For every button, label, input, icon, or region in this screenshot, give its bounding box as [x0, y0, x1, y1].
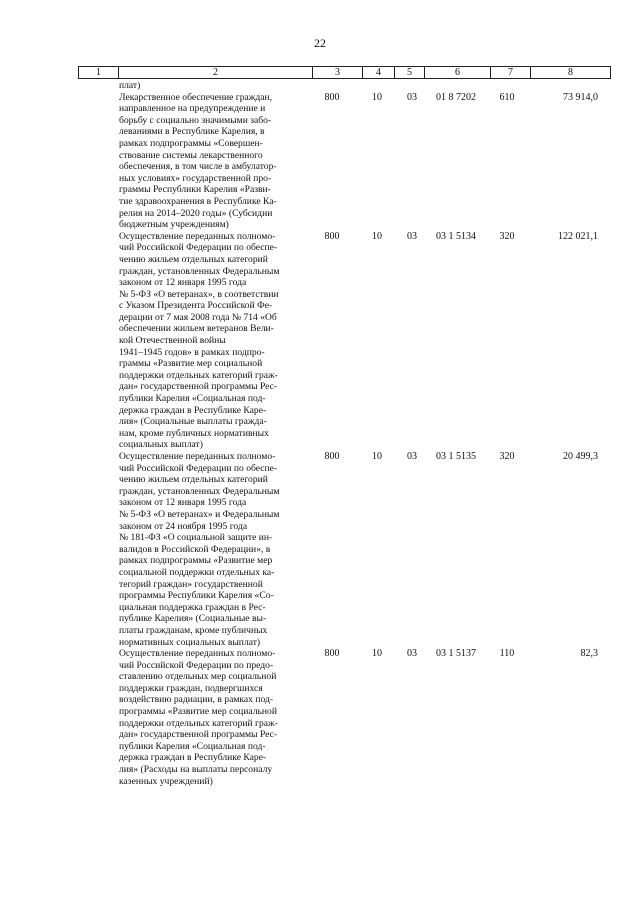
column-number: 1: [79, 67, 119, 79]
amount: 122 021,1: [558, 230, 598, 242]
page-number: 22: [314, 36, 326, 50]
target-article-code: 03 1 5135: [436, 451, 476, 462]
column-number: 6: [425, 67, 491, 79]
table-row: [0, 451, 640, 648]
row-description: плат) Лекарственное обеспечение граждан, направленное на предупреждение и борьбу с социально значимыми забо- леваниями в Республике Карелия, в рамках подпрограммы «Совершен- ствование системы лекарственного обеспечения, в том числе в амбулатор- ных условиях» государственной про- граммы Республики Карелия «Разви- тие здравоохранения в Республике Ка- релия на 2014–2020 годы» (Субсидии бюджетным учреждениям): [119, 80, 277, 231]
subsection-code: 03: [407, 451, 417, 462]
amount: 73 914,0: [563, 91, 598, 103]
target-article-code: 03 1 5137: [436, 648, 476, 660]
section-code: 10: [372, 451, 382, 462]
subsection-code: 03: [407, 91, 417, 103]
subsection-code: 03: [407, 230, 417, 242]
column-number-header: [78, 66, 611, 79]
amount: 82,3: [580, 648, 598, 660]
ministry-code: 800: [324, 648, 340, 660]
column-number: 2: [119, 67, 313, 79]
table-row: [0, 231, 640, 451]
amount: 20 499,3: [563, 451, 598, 462]
column-number: 5: [395, 67, 425, 79]
expense-type-code: 110: [499, 648, 515, 660]
target-article-code: 01 8 7202: [436, 91, 476, 103]
column-number: 7: [491, 67, 531, 79]
table-row: [0, 648, 640, 787]
expense-type-code: 320: [499, 230, 515, 242]
section-code: 10: [372, 91, 382, 103]
budget-rows: [0, 80, 640, 787]
section-code: 10: [372, 230, 382, 242]
table-row: [0, 80, 640, 231]
expense-type-code: 610: [499, 91, 515, 103]
target-article-code: 03 1 5134: [436, 230, 476, 242]
row-description: Осуществление переданных полномо- чий Российской Федерации по предо- ставлению отдельных мер социальной поддержки граждан, подвергшихся воздействию радиации, в рамках под- программы «Развитие мер социальной поддержки отдельных категорий граж- дан» государственной программы Рес- публики Карелия «Социальная под- держка граждан в Республике Каре- лия» (Расходы на выплаты персоналу казенных учреждений): [119, 648, 278, 787]
expense-type-code: 320: [499, 451, 515, 462]
ministry-code: 800: [324, 230, 340, 242]
row-description: Осуществление переданных полномо- чий Российской Федерации по обеспе- чению жильем отдельных категорий граждан, установленных Федеральным законом от 12 января 1995 года № 5-ФЗ «О ветеранах», в соответствии с Указом Президента Российской Фе- дерации от 7 мая 2008 года № 714 «Об обеспечении жильем ветеранов Вели- кой Отечественной войны 1941–1945 годов» в рамках подпро- граммы «Развитие мер социальной поддержки отдельных категорий граж- дан» государственной программы Рес- публики Карелия «Социальная под- держка граждан в Республике Каре- лия» (Социальные выплаты гражда- нам, кроме публичных нормативных социальных выплат): [119, 230, 280, 451]
subsection-code: 03: [407, 648, 417, 660]
ministry-code: 800: [324, 451, 340, 462]
row-description: Осуществление переданных полномо- чий Российской Федерации по обеспе- чению жильем отдельных категорий граждан, установленных Федеральным законом от 12 января 1995 года № 5-ФЗ «О ветеранах» и Федеральным законом от 24 ноября 1995 года № 181-ФЗ «О социальной защите ин- валидов в Российской Федерации», в рамках подпрограммы «Развитие мер социальной поддержки отдельных ка- тегорий граждан» государственной программы Республики Карелия «Со- циальная поддержка граждан в Рес- публике Карелия» (Социальные вы- платы гражданам, кроме публичных нормативных социальных выплат): [119, 451, 280, 648]
column-number: 3: [313, 67, 363, 79]
ministry-code: 800: [324, 91, 340, 103]
column-number: 8: [531, 67, 611, 79]
column-number: 4: [363, 67, 395, 79]
section-code: 10: [372, 648, 382, 660]
